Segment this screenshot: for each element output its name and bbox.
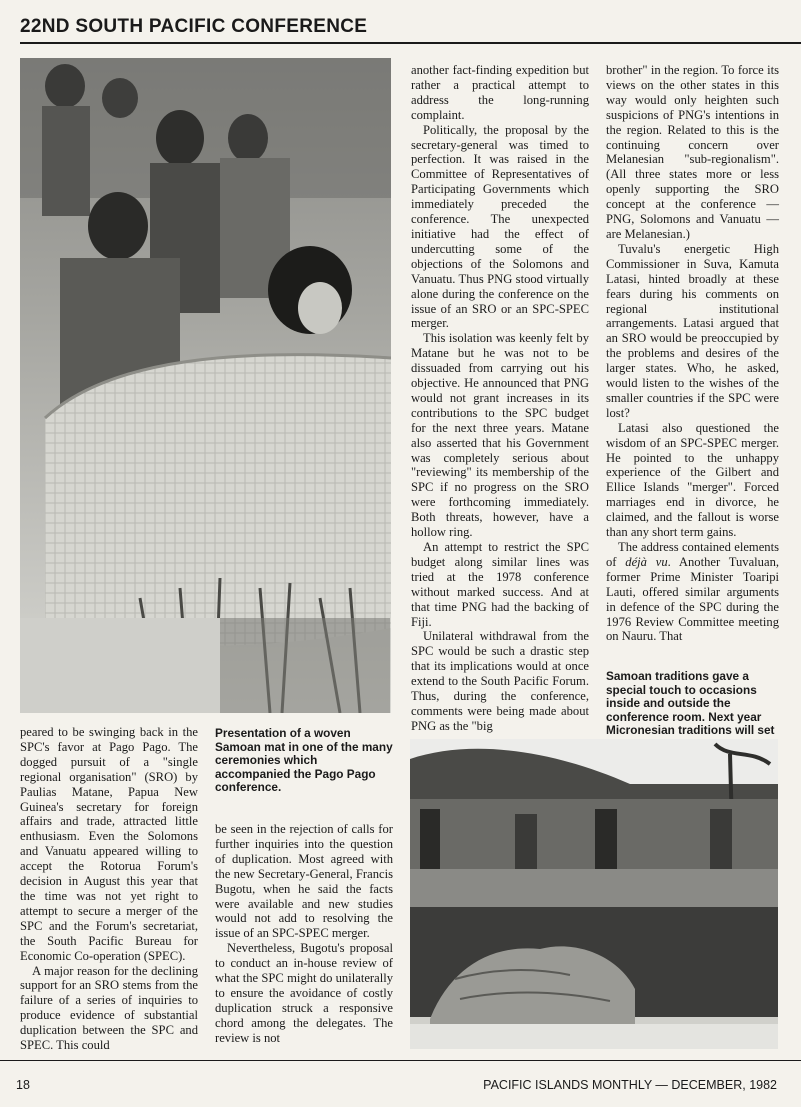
col2-paragraph-1: be seen in the rejection of calls for further inquiries into the question of duplication. Most agreed with the new Secretary-General, Francis Bugotu, when he said the facts were available and new studies would not add to resolving the issue of an SPC-SPEC merger. [215,822,393,941]
column-4-text [606,63,779,644]
column-1-text [20,725,198,1053]
col4-p4-start: The address contained elements of [606,540,779,569]
magazine-footer: PACIFIC ISLANDS MONTHLY — DECEMBER, 1982 [483,1078,777,1092]
col4-p4-end: . Another Tuvaluan, former Prime Minister Toaripi Lauti, offered similar arguments in defence of the SPC during the 1976 Review Committee meeting on Nauru. That [606,554,780,644]
col1-paragraph-1: peared to be swinging back in the SPC's favor at Pago Pago. The dogged pursuit of a "single regional organisation" (SRO) by Paulias Matane, Papua New Guinea's secretary for foreign affairs and trade, attracted little enthusiasm. Even the Solomons and Vanuatu appeared willing to accept the Rotorua Forum's decision in August this year that the time was not yet right to attempt to secure a merger of the SPC and the Forum's secretariat, the South Pacific Bureau for Economic Co-operation (SPEC). [20,725,198,963]
photo-ceremony-field [410,739,778,1049]
col3-paragraph-4: An attempt to restrict the SPC budget along similar lines was tried at the 1978 conference without marked success. And at that time PNG had the backing of Fiji. [411,540,589,629]
col3-paragraph-2: Politically, the proposal by the secretary-general was timed to perfection. It was raised in the Committee of Representatives of Participating Governments which immediately preceded the conference. The unexpected initiative had the effect of undercutting some of the objections of the Solomons and Vanuatu. Thus PNG stood virtually alone during the conference on the issue of an SRO or an SPC-SPEC merger. [411,122,589,331]
col4-paragraph-3: Latasi also questioned the wisdom of an SPC-SPEC merger. He pointed to the unhappy experience of the Gilbert and Ellice Islands "merger". Forced marriages end in divorce, he claimed, and the fallout is worse than any short term gains. [606,420,779,540]
photo-mat-presentation [20,58,391,713]
page-number: 18 [16,1078,30,1092]
col4-paragraph-2: Tuvalu's energetic High Commissioner in Suva, Kamuta Latasi, hinted broadly at these fears during his comments on regional institutional arrangements. Latasi argued that an SRO would be preoccupied by the problems and desires of the larger states. Who, he asked, would listen to the wishes of the smaller countries if the SPC were lost? [606,241,779,420]
col3-paragraph-1: another fact-finding expedition but rather a practical attempt to address the long-running complaint. [411,63,589,122]
col3-paragraph-3: This isolation was keenly felt by Matane but he was not to be dissuaded from carrying out his objective. He announced that PNG would not grant increases in its contributions to the SPC budget for the next three years. Matane also asserted that his Government was completely serious about "reviewing" its membership of the SPC if no progress on the SRO were forthcoming immediately. Both threats, however, have a hollow ring. [411,331,589,540]
column-3-text [411,63,589,734]
column-2-text [215,822,393,1046]
deja-vu-italic: déjà vu [625,554,668,569]
photo-2-caption: Samoan traditions gave a special touch to occasions inside and outside the conference room. Next year Micronesian traditions will set [606,669,775,738]
col4-paragraph-4 [606,540,779,644]
col3-paragraph-5: Unilateral withdrawal from the SPC would be such a drastic step that its implications would at once extend to the South Pacific Forum. Thus, during the conference, comments were being made about PNG as the "big [411,629,589,733]
header-rule [20,42,801,44]
section-header: 22ND SOUTH PACIFIC CONFERENCE [20,16,368,37]
photo-1-caption: Presentation of a woven Samoan mat in one of the many ceremonies which accompanied the Pago Pago conference. [215,726,393,795]
footer-rule [0,1060,801,1061]
col2-paragraph-2: Nevertheless, Bugotu's proposal to conduct an in-house review of what the SPC might do unilaterally to ensure the avoidance of costly duplication struck a responsive chord among the delegates. The review is not [215,941,393,1045]
col1-paragraph-2: A major reason for the declining support for an SRO stems from the failure of a series of inquiries to produce evidence of substantial duplication between the SPC and SPEC. This could [20,963,198,1053]
col4-paragraph-1: brother" in the region. To force its views on the other states in this way would only heighten such suspicions of PNG's intentions in the region. Related to this is the continuing concern over Melanesian "sub-regionalism". (All three states more or less openly supporting the SRO concept at the conference — PNG, Solomons and Vanuatu — are Melanesian.) [606,63,779,241]
